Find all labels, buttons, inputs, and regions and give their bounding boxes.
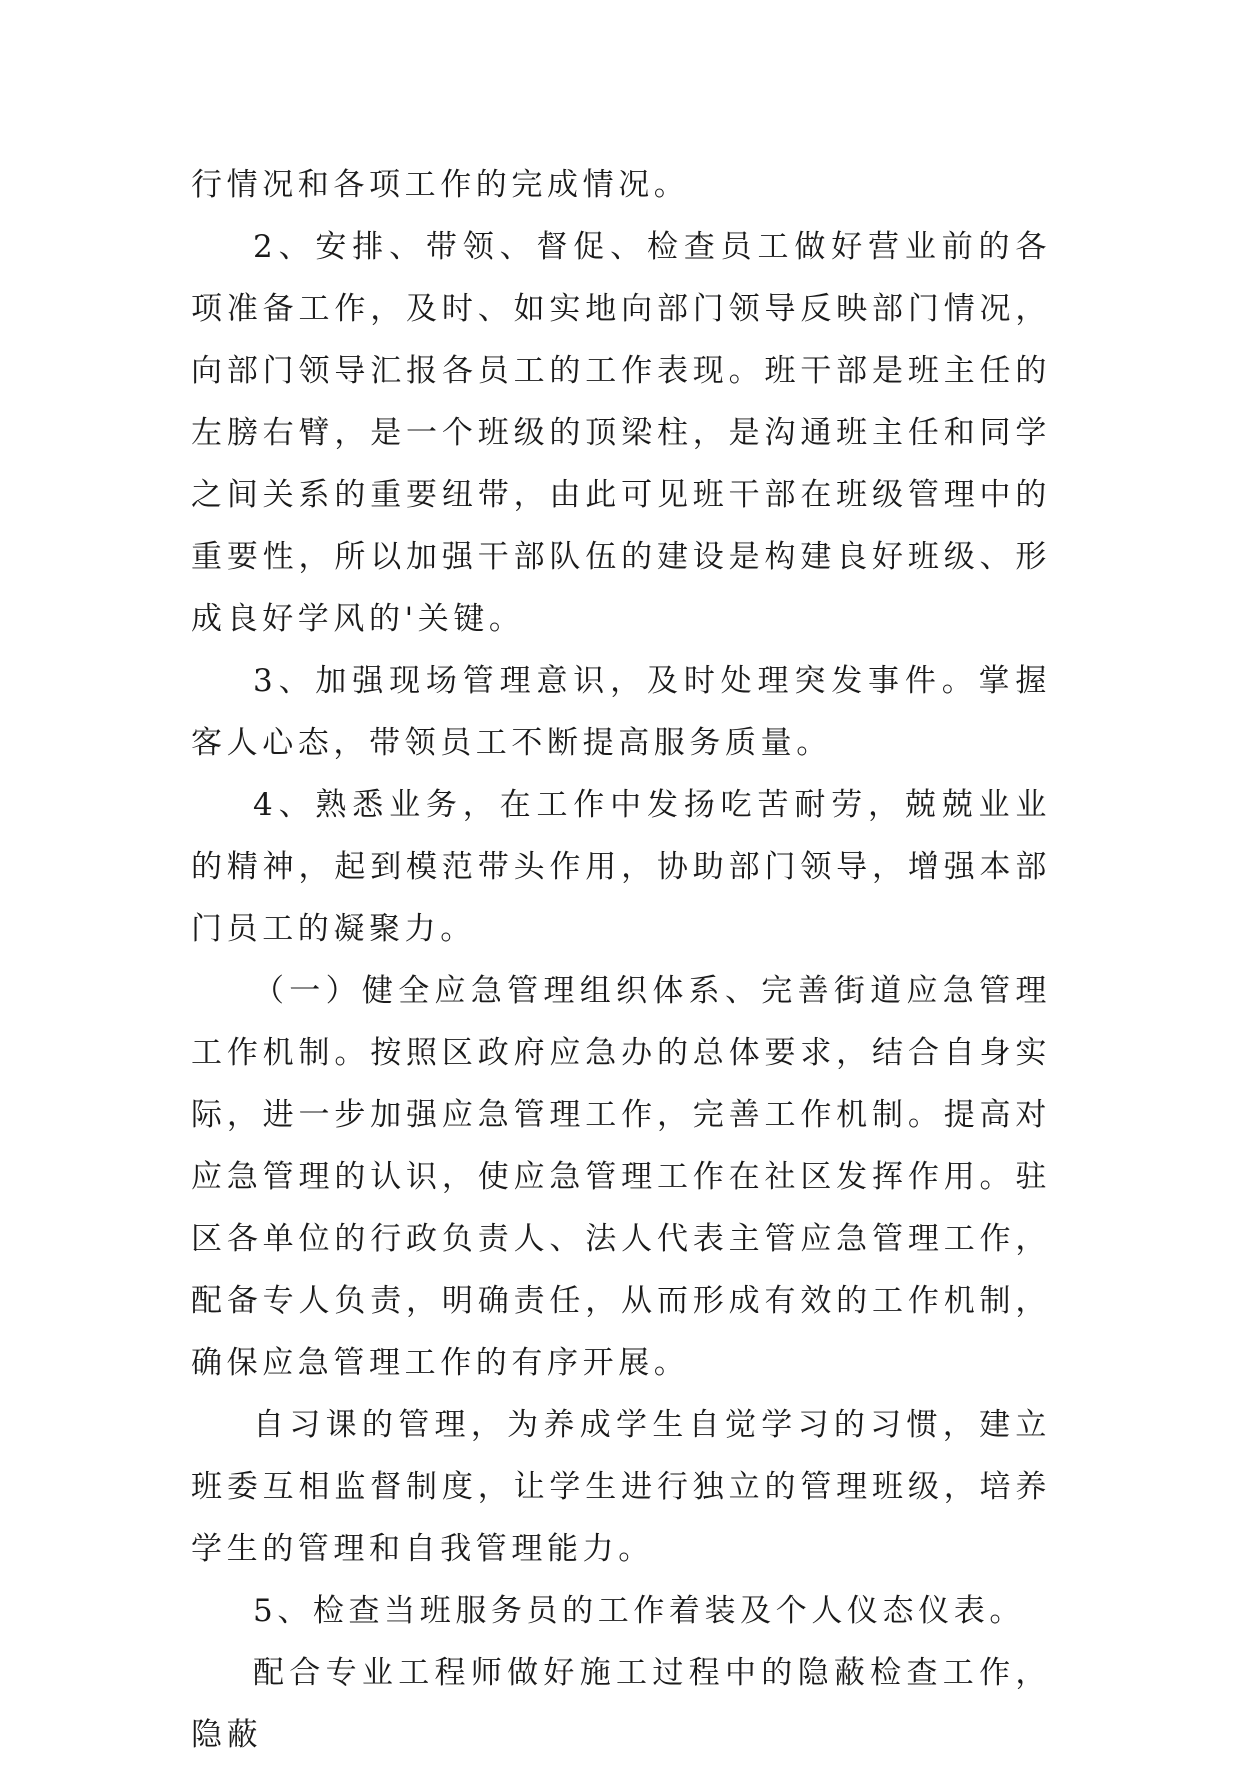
- paragraph-2: 2、安排、带领、督促、检查员工做好营业前的各项准备工作，及时、如实地向部门领导反映部门情况，向部门领导汇报各员工的工作表现。班干部是班主任的左膀右臂，是一个班级的顶梁柱，是沟通班主任和同学之间关系的重要纽带，由此可见班干部在班级管理中的重要性，所以加强干部队伍的建设是构建良好班级、形成良好学风的'关键。: [191, 229, 1051, 637]
- paragraph-5: （一）健全应急管理组织体系、完善街道应急管理工作机制。按照区政府应急办的总体要求，结合自身实际，进一步加强应急管理工作，完善工作机制。提高对应急管理的认识，使应急管理工作在社区发挥作用。驻区各单位的行政负责人、法人代表主管应急管理工作，配备专人负责，明确责任，从而形成有效的工作机制，确保应急管理工作的有序开展。: [191, 973, 1051, 1381]
- paragraph-1: 行情况和各项工作的完成情况。: [191, 167, 690, 203]
- paragraph-3: 3、加强现场管理意识，及时处理突发事件。掌握客人心态，带领员工不断提高服务质量。: [191, 663, 1051, 761]
- paragraph-7: 5、检查当班服务员的工作着装及个人仪态仪表。: [253, 1593, 1025, 1629]
- paragraph-6: 自习课的管理，为养成学生自觉学习的习惯，建立班委互相监督制度，让学生进行独立的管理班级，培养学生的管理和自我管理能力。: [191, 1407, 1051, 1567]
- paragraph-4: 4、熟悉业务，在工作中发扬吃苦耐劳，兢兢业业的精神，起到模范带头作用，协助部门领导，增强本部门员工的凝聚力。: [191, 787, 1051, 947]
- body-text: [191, 154, 1051, 1766]
- paragraph-8: 配合专业工程师做好施工过程中的隐蔽检查工作，隐蔽: [191, 1655, 1051, 1753]
